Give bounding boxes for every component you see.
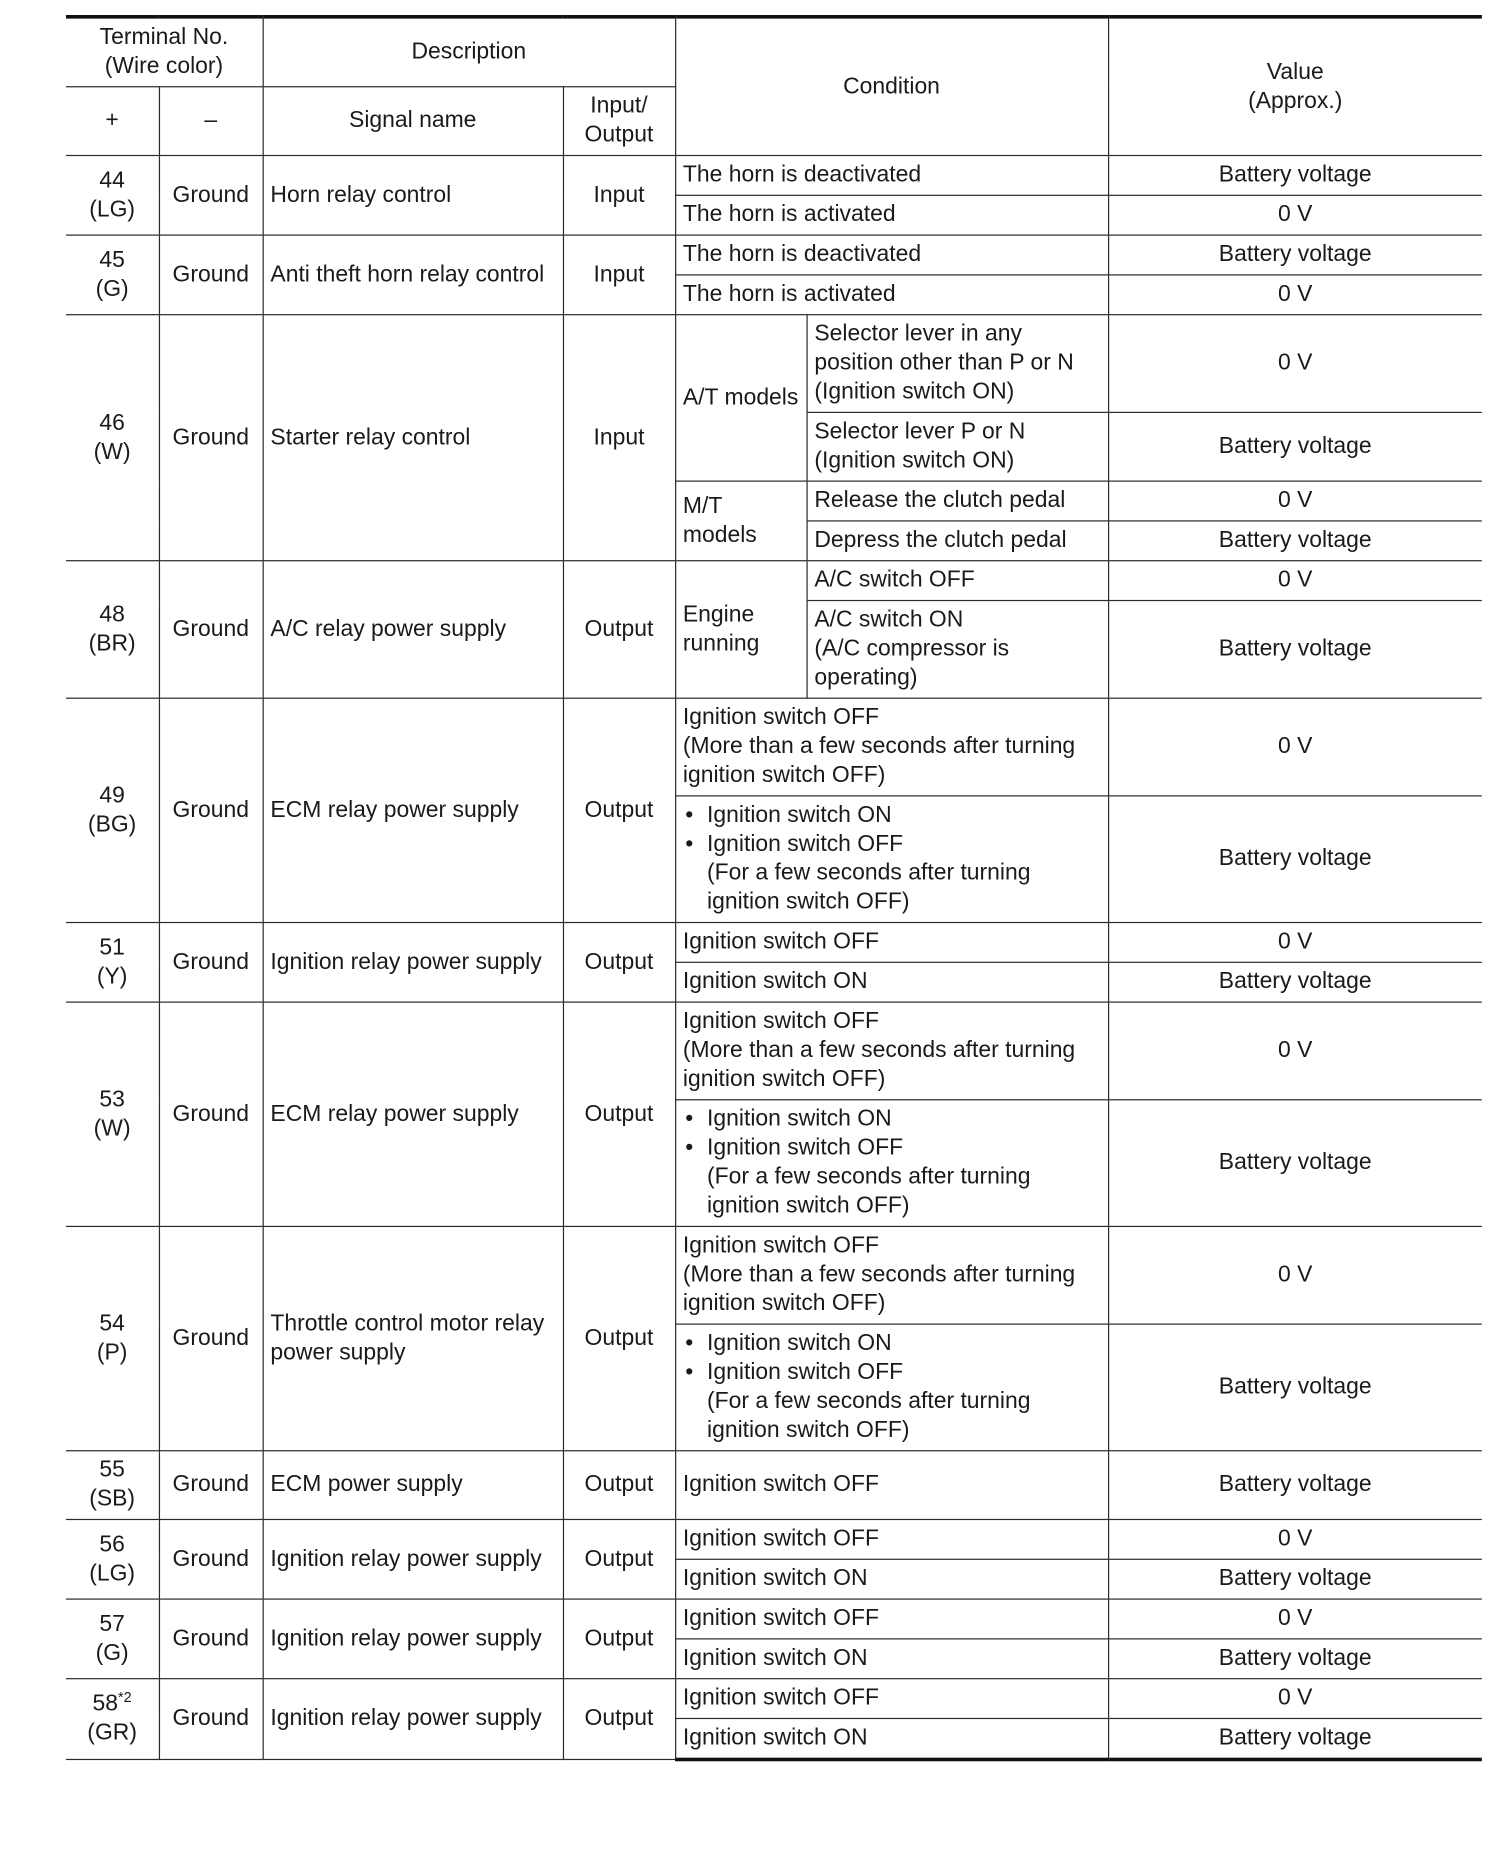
- header-condition: Condition: [675, 17, 1108, 156]
- condition-bullet: • Ignition switch ON: [683, 1330, 1100, 1359]
- condition-cell: [675, 155, 1108, 195]
- value-cell: Battery voltage: [1108, 235, 1482, 275]
- condition-cell: [675, 923, 1108, 963]
- input-output-cell: Input: [563, 235, 675, 315]
- signal-name-cell: Ignition relay power supply: [263, 923, 563, 1003]
- value-cell: Battery voltage: [1108, 521, 1482, 561]
- condition-cell: [675, 962, 1108, 1002]
- wire-color: (G): [95, 1640, 129, 1666]
- table-body: [66, 155, 1482, 1759]
- table-row: [66, 1226, 1482, 1324]
- value-cell: Battery voltage: [1108, 1559, 1482, 1599]
- value-cell: 0 V: [1108, 315, 1482, 413]
- terminal-number-cell: [66, 698, 159, 922]
- header-value: [1108, 17, 1482, 156]
- wire-color: (GR): [87, 1720, 137, 1746]
- value-cell: Battery voltage: [1108, 1100, 1482, 1227]
- input-output-cell: Output: [563, 1519, 675, 1599]
- condition-text: Ignition switch ON: [682, 968, 868, 995]
- condition-cell: [807, 315, 1109, 413]
- condition-text: The horn is deactivated: [682, 241, 922, 268]
- minus-terminal-cell: Ground: [159, 315, 263, 561]
- wire-color: (P): [96, 1339, 128, 1366]
- table-row: [66, 698, 1482, 796]
- input-output-cell: Input: [563, 315, 675, 561]
- terminal-number: 48: [99, 601, 125, 628]
- header-terminal-no-label: Terminal No.: [99, 24, 229, 50]
- condition-cell: [807, 481, 1109, 521]
- condition-note: (More than a few seconds after turning ignition switch OFF): [682, 1262, 1076, 1317]
- condition-group-label: Engine running: [675, 561, 806, 698]
- value-cell: Battery voltage: [1108, 1639, 1482, 1679]
- condition-cell: [675, 1679, 1108, 1719]
- signal-name-cell: ECM power supply: [263, 1451, 563, 1520]
- condition-cell: [675, 1599, 1108, 1639]
- signal-name-cell: Starter relay control: [263, 315, 563, 561]
- value-cell: 0 V: [1108, 1519, 1482, 1559]
- condition-bullet: • Ignition switch OFF: [683, 1134, 1100, 1163]
- value-cell: Battery voltage: [1108, 962, 1482, 1002]
- condition-cell: [675, 1519, 1108, 1559]
- condition-cell: [675, 1324, 1108, 1451]
- condition-cell: [675, 1451, 1108, 1520]
- condition-cell: [675, 1718, 1108, 1759]
- terminal-number: 45: [99, 247, 125, 273]
- value-cell: 0 V: [1108, 275, 1482, 315]
- input-output-cell: Output: [563, 698, 675, 922]
- table-row: [66, 1451, 1482, 1520]
- terminal-number: 55: [99, 1457, 125, 1483]
- condition-group-label: A/T models: [675, 315, 806, 481]
- condition-text: Ignition switch OFF: [682, 1233, 879, 1259]
- condition-group-label: M/T models: [675, 481, 806, 561]
- condition-bullet: • Ignition switch ON: [683, 1105, 1100, 1134]
- signal-name-cell: Anti theft horn relay control: [263, 235, 563, 315]
- condition-bullet: • Ignition switch OFF: [683, 1358, 1100, 1387]
- condition-text: Ignition switch ON: [682, 1565, 868, 1592]
- signal-name-cell: A/C relay power supply: [263, 561, 563, 698]
- terminal-number: 46: [99, 409, 125, 436]
- condition-text: Ignition switch OFF: [682, 1008, 879, 1035]
- value-cell: 0 V: [1108, 698, 1482, 796]
- condition-cell: [675, 796, 1108, 923]
- table-row: [66, 923, 1482, 963]
- terminal-number-cell: [66, 1599, 159, 1679]
- wire-color: (BG): [87, 811, 137, 837]
- condition-cell: [807, 521, 1109, 561]
- header-wire-color-label: (Wire color): [104, 53, 224, 79]
- condition-text: A/C switch ON: [814, 607, 964, 633]
- condition-text: Release the clutch pedal: [814, 487, 1066, 514]
- terminal-number: 56: [99, 1531, 125, 1557]
- minus-terminal-cell: Ground: [159, 1599, 263, 1679]
- value-cell: 0 V: [1108, 561, 1482, 601]
- minus-terminal-cell: Ground: [159, 923, 263, 1003]
- signal-name-cell: ECM relay power supply: [263, 698, 563, 922]
- terminal-number: 44: [99, 167, 125, 193]
- table-row: [66, 1599, 1482, 1639]
- table-header: [66, 17, 1482, 156]
- header-value-approx-label: (Approx.): [1248, 87, 1343, 114]
- minus-terminal-cell: Ground: [159, 235, 263, 315]
- signal-name-cell: Throttle control motor relay power supply: [263, 1226, 563, 1450]
- value-cell: 0 V: [1108, 195, 1482, 235]
- input-output-cell: Output: [563, 1599, 675, 1679]
- condition-cell: [675, 235, 1108, 275]
- input-output-cell: Input: [563, 155, 675, 235]
- condition-note: (For a few seconds after turning ignition switch OFF): [707, 1388, 1031, 1443]
- condition-cell: [807, 412, 1109, 481]
- terminal-number-cell: [66, 1451, 159, 1520]
- condition-cell: [675, 195, 1108, 235]
- condition-text: Selector lever P or N (Ignition switch ON): [814, 419, 1026, 474]
- condition-text: Ignition switch OFF: [682, 1605, 879, 1632]
- input-output-cell: Output: [563, 923, 675, 1003]
- condition-cell: [675, 1639, 1108, 1679]
- condition-cell: [675, 698, 1108, 796]
- table-row: [66, 235, 1482, 275]
- minus-terminal-cell: Ground: [159, 698, 263, 922]
- condition-cell: [807, 561, 1109, 601]
- condition-note: (More than a few seconds after turning ignition switch OFF): [682, 1037, 1076, 1092]
- terminal-table-page: [66, 15, 1504, 1761]
- minus-terminal-cell: Ground: [159, 155, 263, 235]
- signal-name-cell: Ignition relay power supply: [263, 1519, 563, 1599]
- condition-text: Ignition switch OFF: [682, 1685, 879, 1711]
- header-value-label: Value: [1266, 59, 1324, 85]
- terminal-number-cell: [66, 561, 159, 698]
- header-minus: –: [159, 87, 263, 156]
- condition-text: Ignition switch ON: [682, 1725, 868, 1751]
- condition-text: The horn is activated: [682, 201, 896, 228]
- condition-bullet: • Ignition switch ON: [683, 801, 1100, 830]
- minus-terminal-cell: Ground: [159, 1226, 263, 1450]
- condition-bullet: • Ignition switch OFF: [683, 830, 1100, 859]
- value-cell: 0 V: [1108, 1002, 1482, 1100]
- terminal-number: 49: [99, 782, 125, 808]
- terminal-number-cell: [66, 1002, 159, 1226]
- minus-terminal-cell: Ground: [159, 1451, 263, 1520]
- input-output-cell: Output: [563, 1451, 675, 1520]
- value-cell: Battery voltage: [1108, 1324, 1482, 1451]
- header-signal-name: Signal name: [263, 87, 563, 156]
- value-cell: Battery voltage: [1108, 796, 1482, 923]
- condition-text: Ignition switch ON: [682, 1645, 868, 1671]
- table-row: [66, 1002, 1482, 1100]
- signal-name-cell: ECM relay power supply: [263, 1002, 563, 1226]
- condition-text: A/C switch OFF: [814, 567, 975, 593]
- minus-terminal-cell: Ground: [159, 1519, 263, 1599]
- value-cell: Battery voltage: [1108, 412, 1482, 481]
- terminal-number: 54: [99, 1310, 125, 1337]
- terminal-number-cell: [66, 923, 159, 1003]
- terminal-table: [66, 15, 1482, 1761]
- value-cell: 0 V: [1108, 1226, 1482, 1324]
- terminal-number-cell: [66, 155, 159, 235]
- input-output-cell: Output: [563, 1002, 675, 1226]
- terminal-number-cell: [66, 1519, 159, 1599]
- table-row: [66, 155, 1482, 195]
- terminal-number-cell: [66, 1679, 159, 1760]
- terminal-number: 57: [99, 1611, 125, 1637]
- signal-name-cell: Ignition relay power supply: [263, 1679, 563, 1760]
- terminal-number: 53: [99, 1086, 125, 1112]
- signal-name-cell: Horn relay control: [263, 155, 563, 235]
- condition-note: (More than a few seconds after turning ignition switch OFF): [682, 733, 1076, 789]
- condition-note: (A/C compressor is operating): [814, 636, 1010, 691]
- minus-terminal-cell: Ground: [159, 561, 263, 698]
- value-cell: Battery voltage: [1108, 601, 1482, 699]
- value-cell: Battery voltage: [1108, 155, 1482, 195]
- value-cell: 0 V: [1108, 923, 1482, 963]
- header-plus: +: [66, 87, 159, 156]
- wire-color: (Y): [96, 963, 128, 989]
- wire-color: (LG): [89, 1560, 136, 1586]
- table-row: [66, 1519, 1482, 1559]
- condition-text: Ignition switch OFF: [682, 929, 879, 955]
- condition-text: Ignition switch OFF: [682, 1471, 879, 1498]
- value-cell: Battery voltage: [1108, 1451, 1482, 1520]
- terminal-number: 51: [99, 934, 125, 960]
- table-row: [66, 561, 1482, 601]
- input-output-cell: Output: [563, 1679, 675, 1760]
- signal-name-cell: Ignition relay power supply: [263, 1599, 563, 1679]
- header-description: Description: [263, 17, 675, 87]
- value-cell: 0 V: [1108, 1679, 1482, 1719]
- terminal-number-cell: [66, 235, 159, 315]
- table-row: [66, 1679, 1482, 1719]
- terminal-number-cell: [66, 315, 159, 561]
- terminal-number: 58: [92, 1691, 119, 1717]
- wire-color: (W): [93, 1115, 131, 1141]
- condition-text: The horn is deactivated: [682, 162, 922, 188]
- header-input-output: Input/ Output: [563, 87, 675, 156]
- wire-color: (LG): [89, 196, 136, 222]
- wire-color: (G): [95, 276, 129, 302]
- condition-cell: [675, 1100, 1108, 1227]
- terminal-number-cell: [66, 1226, 159, 1450]
- condition-cell: [675, 1002, 1108, 1100]
- minus-terminal-cell: Ground: [159, 1679, 263, 1760]
- condition-cell: [675, 1226, 1108, 1324]
- condition-note: (For a few seconds after turning ignition switch OFF): [707, 1164, 1031, 1219]
- wire-color: (SB): [89, 1486, 136, 1512]
- header-terminal-no: [66, 17, 263, 87]
- value-cell: 0 V: [1108, 1599, 1482, 1639]
- condition-bullet-list: [683, 801, 1100, 859]
- input-output-cell: Output: [563, 561, 675, 698]
- condition-cell: [807, 601, 1109, 699]
- condition-cell: [675, 275, 1108, 315]
- value-cell: 0 V: [1108, 481, 1482, 521]
- condition-note: (For a few seconds after turning ignition switch OFF): [707, 860, 1031, 915]
- wire-color: (W): [93, 438, 131, 465]
- condition-text: Depress the clutch pedal: [814, 527, 1067, 553]
- condition-text: Ignition switch OFF: [682, 704, 879, 731]
- condition-bullet-list: [683, 1105, 1100, 1163]
- condition-text: The horn is activated: [682, 281, 896, 307]
- condition-text: Ignition switch OFF: [682, 1526, 879, 1552]
- condition-cell: [675, 1559, 1108, 1599]
- minus-terminal-cell: Ground: [159, 1002, 263, 1226]
- input-output-cell: Output: [563, 1226, 675, 1450]
- terminal-footnote-mark: *2: [118, 1688, 132, 1706]
- condition-bullet-list: [683, 1330, 1100, 1388]
- condition-text: Selector lever in any position other than P or N (Ignition switch ON): [814, 321, 1074, 405]
- value-cell: Battery voltage: [1108, 1718, 1482, 1759]
- table-row: [66, 315, 1482, 413]
- wire-color: (BR): [88, 630, 136, 656]
